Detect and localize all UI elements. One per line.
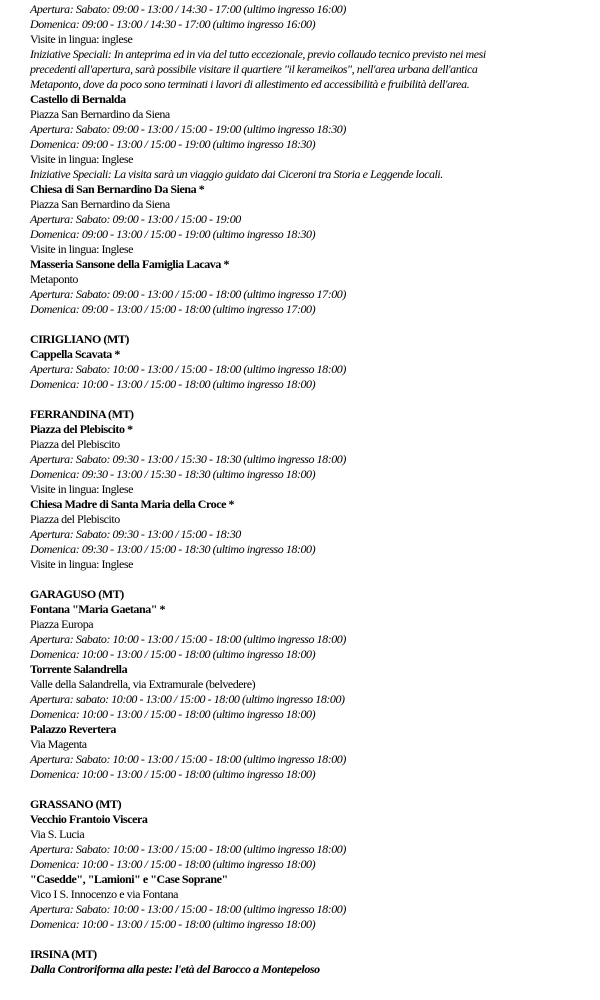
text-line: Valle della Salandrella, via Extramurale (belvedere) <box>30 677 256 691</box>
text-line: Metaponto <box>30 272 78 286</box>
schedule-line: Domenica: 10:00 - 13:00 / 15:00 - 18:00 (ultimo ingresso 18:00) <box>30 917 316 931</box>
schedule-line: Apertura: Sabato: 10:00 - 13:00 / 15:00 - 18:00 (ultimo ingresso 18:00) <box>30 902 346 916</box>
schedule-line: Domenica: 09:00 - 13:00 / 15:00 - 18:00 (ultimo ingresso 17:00) <box>30 302 316 316</box>
schedule-line: Apertura: Sabato: 09:00 - 13:00 / 14:30 - 17:00 (ultimo ingresso 16:00) <box>30 2 346 16</box>
schedule-line: precedenti all'apertura, sarà possibile visitare il quartiere "il kerameikos", nell'area urbana dell'antica <box>30 62 478 76</box>
schedule-line: Apertura: sabato: 10:00 - 13:00 / 15:00 - 18:00 (ultimo ingresso 18:00) <box>30 692 345 706</box>
schedule-line: Apertura: Sabato: 09:30 - 13:00 / 15:00 - 18:30 <box>30 527 241 541</box>
blank-line <box>30 572 600 587</box>
schedule-line: Apertura: Sabato: 10:00 - 13:00 / 15:00 - 18:00 (ultimo ingresso 18:00) <box>30 362 346 376</box>
heading-line: Fontana "Maria Gaetana" * <box>30 602 166 616</box>
schedule-line: Domenica: 10:00 - 13:00 / 15:00 - 18:00 (ultimo ingresso 18:00) <box>30 857 316 871</box>
text-line: Visite in lingua: Inglese <box>30 242 134 256</box>
text-line: Visite in lingua: inglese <box>30 32 133 46</box>
text-line: Piazza San Bernardino da Siena <box>30 107 170 121</box>
schedule-line: Apertura: Sabato: 09:30 - 13:00 / 15:30 - 18:30 (ultimo ingresso 18:00) <box>30 452 346 466</box>
schedule-line: Metaponto, dove da poco sono terminati i lavori di allestimento ed accessibilità e fruibilità dell'area. <box>30 77 470 91</box>
schedule-line: Domenica: 09:00 - 13:00 / 15:00 - 19:00 (ultimo ingresso 18:30) <box>30 227 316 241</box>
text-line: Visite in lingua: Inglese <box>30 482 134 496</box>
heading-line: IRSINA (MT) <box>30 947 97 961</box>
text-line: Piazza Europa <box>30 617 94 631</box>
heading-line: "Casedde", "Lamioni" e "Case Soprane" <box>30 872 228 886</box>
text-line: Piazza del Plebiscito <box>30 437 120 451</box>
schedule-line: Apertura: Sabato: 09:00 - 13:00 / 15:00 - 18:00 (ultimo ingresso 17:00) <box>30 287 346 301</box>
text-line: Visite in lingua: Inglese <box>30 557 134 571</box>
text-line: Piazza del Plebiscito <box>30 512 120 526</box>
heading-line: Castello di Bernalda <box>30 92 126 106</box>
heading-line: Dalla Controriforma alla peste: l'età del Barocco a Montepeloso <box>30 962 320 976</box>
schedule-line: Domenica: 10:00 - 13:00 / 15:00 - 18:00 (ultimo ingresso 18:00) <box>30 767 316 781</box>
schedule-line: Apertura: Sabato: 10:00 - 13:00 / 15:00 - 18:00 (ultimo ingresso 18:00) <box>30 752 346 766</box>
heading-line: CIRIGLIANO (MT) <box>30 332 129 346</box>
schedule-line: Domenica: 10:00 - 13:00 / 15:00 - 18:00 (ultimo ingresso 18:00) <box>30 377 316 391</box>
text-line: Piazza San Bernardino da Siena <box>30 197 170 211</box>
schedule-line: Apertura: Sabato: 10:00 - 13:00 / 15:00 - 18:00 (ultimo ingresso 18:00) <box>30 842 346 856</box>
schedule-line: Domenica: 10:00 - 13:00 / 15:00 - 18:00 (ultimo ingresso 18:00) <box>30 707 316 721</box>
text-line: Via S. Lucia <box>30 827 85 841</box>
schedule-line: Apertura: Sabato: 10:00 - 13:00 / 15:00 - 18:00 (ultimo ingresso 18:00) <box>30 632 346 646</box>
heading-line: FERRANDINA (MT) <box>30 407 134 421</box>
heading-line: Piazza del Plebiscito * <box>30 422 133 436</box>
schedule-line: Iniziative Speciali: In anteprima ed in via del tutto eccezionale, previo collaudo tecnico previsto nei mesi <box>30 47 486 61</box>
schedule-line: Domenica: 09:30 - 13:00 / 15:00 - 18:30 (ultimo ingresso 18:00) <box>30 542 316 556</box>
schedule-line: Apertura: Sabato: 09:00 - 13:00 / 15:00 - 19:00 (ultimo ingresso 18:30) <box>30 122 346 136</box>
schedule-line: Domenica: 09:30 - 13:00 / 15:30 - 18:30 (ultimo ingresso 18:00) <box>30 467 316 481</box>
text-line: Via Magenta <box>30 737 87 751</box>
heading-line: Chiesa Madre di Santa Maria della Croce * <box>30 497 235 511</box>
heading-line: Vecchio Frantoio Viscera <box>30 812 148 826</box>
blank-line <box>30 317 600 332</box>
schedule-line: Apertura: Sabato: 09:00 - 13:00 / 15:00 - 19:00 <box>30 212 241 226</box>
blank-line <box>30 782 600 797</box>
heading-line: Chiesa di San Bernardino Da Siena * <box>30 182 205 196</box>
heading-line: Torrente Salandrella <box>30 662 128 676</box>
blank-line <box>30 392 600 407</box>
schedule-line: Domenica: 10:00 - 13:00 / 15:00 - 18:00 (ultimo ingresso 18:00) <box>30 647 316 661</box>
heading-line: Palazzo Revertera <box>30 722 116 736</box>
schedule-line: Domenica: 09:00 - 13:00 / 15:00 - 19:00 (ultimo ingresso 18:30) <box>30 137 316 151</box>
blank-line <box>30 932 600 947</box>
schedule-line: Iniziative Speciali: La visita sarà un viaggio guidato dai Ciceroni tra Storia e Leggende locali. <box>30 167 443 181</box>
heading-line: GRASSANO (MT) <box>30 797 122 811</box>
heading-line: Masseria Sansone della Famiglia Lacava * <box>30 257 229 271</box>
schedule-line: Domenica: 09:00 - 13:00 / 14:30 - 17:00 (ultimo ingresso 16:00) <box>30 17 316 31</box>
heading-line: Cappella Scavata * <box>30 347 120 361</box>
text-line: Vico I S. Innocenzo e via Fontana <box>30 887 179 901</box>
heading-line: GARAGUSO (MT) <box>30 587 124 601</box>
text-line: Visite in lingua: Inglese <box>30 152 134 166</box>
